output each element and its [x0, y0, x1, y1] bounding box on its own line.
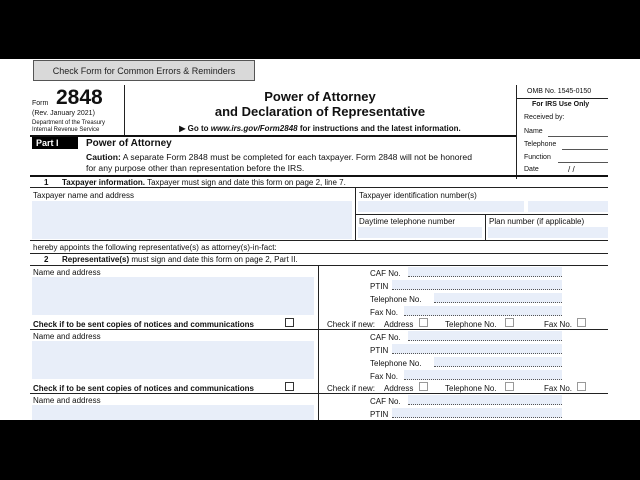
line2-heading: Representative(s) must sign and date this form on page 2, Part II.	[62, 255, 298, 264]
rep1-name-field[interactable]	[32, 277, 314, 315]
irs-link[interactable]: www.irs.gov/Form2848	[210, 124, 298, 133]
tin-label: Taxpayer identification number(s)	[359, 191, 477, 200]
line1-number: 1	[44, 178, 49, 187]
agency-line: Internal Revenue Service	[32, 127, 100, 133]
instructions-line: ▶ Go to www.irs.gov/Form2848 for instructions and the latest information.	[179, 124, 461, 133]
rep2-check-new-label: Check if new:	[327, 384, 376, 393]
rep1-name-label: Name and address	[33, 268, 101, 277]
rep2-address-checkbox[interactable]	[419, 382, 428, 391]
revision-date: (Rev. January 2021)	[32, 110, 95, 117]
rep3-ptin-label: PTIN	[370, 410, 389, 419]
plan-number-label: Plan number (if applicable)	[489, 217, 585, 226]
form-number: 2848	[56, 86, 103, 109]
caution-text-2: for any purpose other than representation before the IRS.	[86, 163, 305, 173]
rep1-check-new-label: Check if new:	[327, 320, 376, 329]
check-errors-button[interactable]: Check Form for Common Errors & Reminders	[33, 60, 255, 81]
irs-telephone-label: Telephone	[524, 141, 557, 148]
rep1-telephone-label: Telephone No.	[370, 295, 422, 304]
rep1-copies-checkbox[interactable]	[285, 318, 294, 327]
rep2-telephone-label: Telephone No.	[370, 359, 422, 368]
rep1-fax-label: Fax No.	[370, 308, 399, 317]
rep1-address-checkbox[interactable]	[419, 318, 428, 327]
rep2-copies-label: Check if to be sent copies of notices and communications	[33, 384, 254, 393]
rep2-tel-checkbox[interactable]	[505, 382, 514, 391]
rep3-name-field[interactable]	[32, 405, 314, 420]
rep1-caf-label: CAF No.	[370, 269, 401, 278]
rep1-copies-label: Check if to be sent copies of notices and communications	[33, 320, 254, 329]
taxpayer-name-label: Taxpayer name and address	[33, 191, 134, 200]
omb-number: OMB No. 1545-0150	[527, 88, 592, 95]
irs-name-label: Name	[524, 128, 543, 135]
rep2-name-label: Name and address	[33, 332, 101, 341]
caution-text: Caution: A separate Form 2848 must be completed for each taxpayer. Form 2848 will not be honored	[86, 152, 472, 162]
received-by-label: Received by:	[524, 114, 565, 121]
rep2-tel-new-label: Telephone No.	[445, 384, 497, 393]
rep2-fax-new-label: Fax No.	[544, 384, 573, 393]
rep1-fax-new-label: Fax No.	[544, 320, 573, 329]
rep2-fax-checkbox[interactable]	[577, 382, 586, 391]
tin-field-2[interactable]	[528, 201, 608, 212]
part-i-tag: Part I	[32, 137, 78, 149]
form-label: Form	[32, 100, 49, 107]
rep1-address-label: Address	[384, 320, 414, 329]
taxpayer-name-field[interactable]	[32, 201, 352, 239]
rep2-copies-checkbox[interactable]	[285, 382, 294, 391]
rep2-address-label: Address	[384, 384, 414, 393]
rep2-ptin-label: PTIN	[370, 346, 389, 355]
line1-heading: Taxpayer information. Taxpayer must sign and date this form on page 2, line 7.	[62, 178, 346, 187]
rep2-fax-label: Fax No.	[370, 372, 399, 381]
irs-function-label: Function	[524, 154, 551, 161]
irs-use-only: For IRS Use Only	[532, 101, 590, 108]
form-title: Power of Attorney and Declaration of Representative	[214, 89, 426, 119]
irs-date-label: Date	[524, 166, 539, 173]
irs-date-slashes: / /	[568, 165, 575, 174]
rep3-caf-label: CAF No.	[370, 397, 401, 406]
plan-number-field[interactable]	[488, 227, 608, 238]
daytime-phone-field[interactable]	[358, 227, 482, 238]
rep1-tel-checkbox[interactable]	[505, 318, 514, 327]
rep1-tel-new-label: Telephone No.	[445, 320, 497, 329]
line2-number: 2	[44, 255, 49, 264]
rep1-fax-checkbox[interactable]	[577, 318, 586, 327]
rep3-name-label: Name and address	[33, 396, 101, 405]
form-page	[0, 59, 640, 420]
department-line: Department of the Treasury	[32, 120, 106, 126]
part-i-title: Power of Attorney	[86, 138, 172, 149]
rep2-caf-label: CAF No.	[370, 333, 401, 342]
rep2-name-field[interactable]	[32, 341, 314, 379]
rep1-ptin-label: PTIN	[370, 282, 389, 291]
appoints-text: hereby appoints the following representative(s) as attorney(s)-in-fact:	[33, 243, 277, 252]
tin-field-1[interactable]	[358, 201, 524, 212]
daytime-phone-label: Daytime telephone number	[359, 217, 456, 226]
